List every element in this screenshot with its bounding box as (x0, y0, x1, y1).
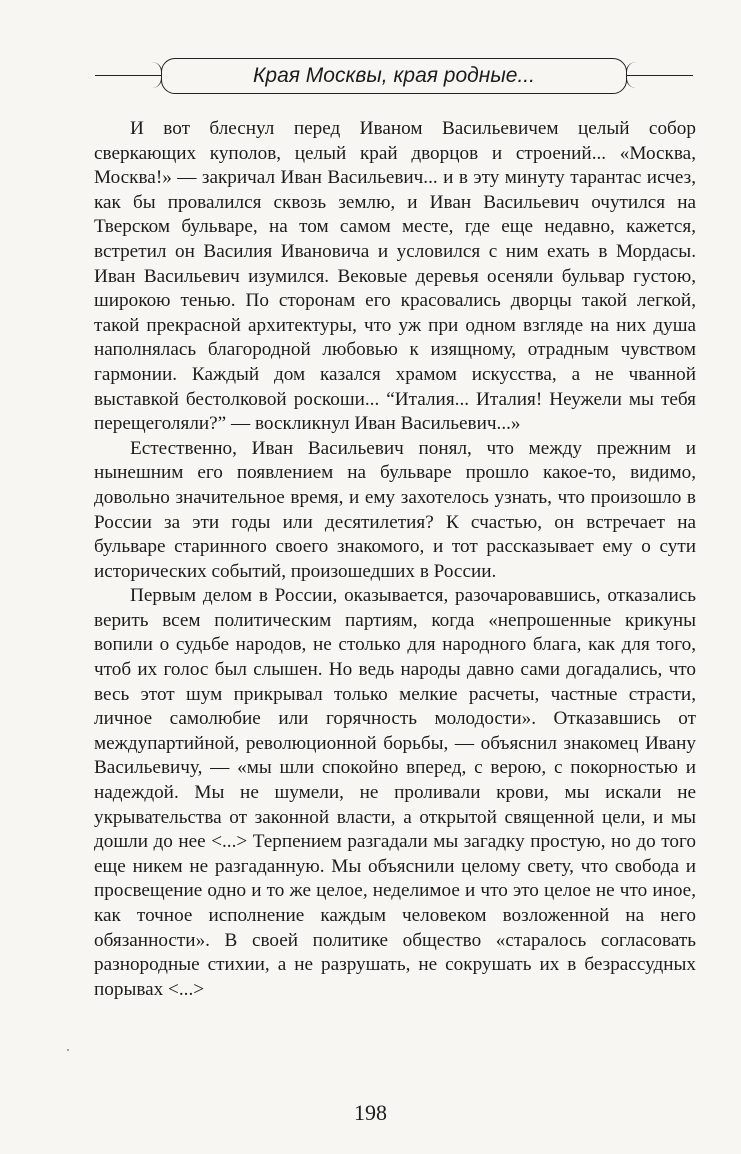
paragraph: И вот блеснул перед Иваном Васильевичем целый собор сверкающих куполов, целый край дворцов и строений... «Москва, Москва!» — закричал Иван Васильевич... и в эту минуту тарантас исчез, как бы провалился сквозь землю, и Иван Васильевич очутился на Тверском бульваре, на том самом месте, где еще недавно, кажется, встретил он Василия Ивановича и условился с ним ехать в Мордасы. Иван Васильевич изумился. Вековые деревья осеняли бульвар густою, широкою тенью. По сторонам его красовались дворцы такой легкой, такой прекрасной архитектуры, что уж при одном взгляде на них душа наполнялась благородной любовью к изящному, отрадным чувством гармонии. Каждый дом казался храмом искусства, а не чванной выставкой бестолковой роскоши... “Италия... Италия! Неужели мы тебя перещеголяли?” — воскликнул Иван Васильевич...» (94, 118, 696, 435)
print-speck (67, 1049, 69, 1051)
paragraph: Естественно, Иван Васильевич понял, что между прежним и нынешним его появлением на бульваре прошло какое-то, видимо, довольно значительное время, и ему захотелось узнать, что произошло в России за эти годы или десятилетия? К счастью, он встречает на бульваре старинного своего знакомого, и тот рассказывает ему о сути исторических событий, произошедших в России. (94, 437, 696, 582)
header-rule-right (627, 75, 693, 76)
running-header (95, 58, 693, 94)
page-number: 198 (354, 1100, 387, 1125)
body-text (94, 117, 696, 1002)
header-ornament-left (147, 62, 162, 88)
running-title: Края Москвы, края родные... (161, 58, 627, 94)
paragraph: Первым делом в России, оказывается, разочаровавшись, отказались верить всем политическим партиям, когда «непрошенные крикуны вопили о судьбе народов, не столько для народного блага, как для того, чтоб их голос был слышен. Но ведь народы давно сами догадались, что весь этот шум прикрывал только мелкие расчеты, частные страсти, личное самолюбие или горячность молодости». Отказавшись от междупартийной, революционной борьбы, — объяснил знакомец Ивану Васильевичу, — «мы шли спокойно вперед, с верою, с покорностью и надеждой. Мы не шумели, не проливали крови, мы искали не укрывательства от законной власти, а открытой священной цели, и мы дошли до нее <...> Терпением разгадали мы загадку простую, но до того еще никем не разгаданную. Мы объяснили целому свету, что свобода и просвещение одно и то же целое, неделимое и что это целое не что иное, как точное исполнение каждым человеком возложенной на него обязанности». В своей политике общество «старалось согласовать разнородные стихии, а не разрушать, не сокрушать их в безрассудных порывах <...> (94, 585, 696, 1000)
